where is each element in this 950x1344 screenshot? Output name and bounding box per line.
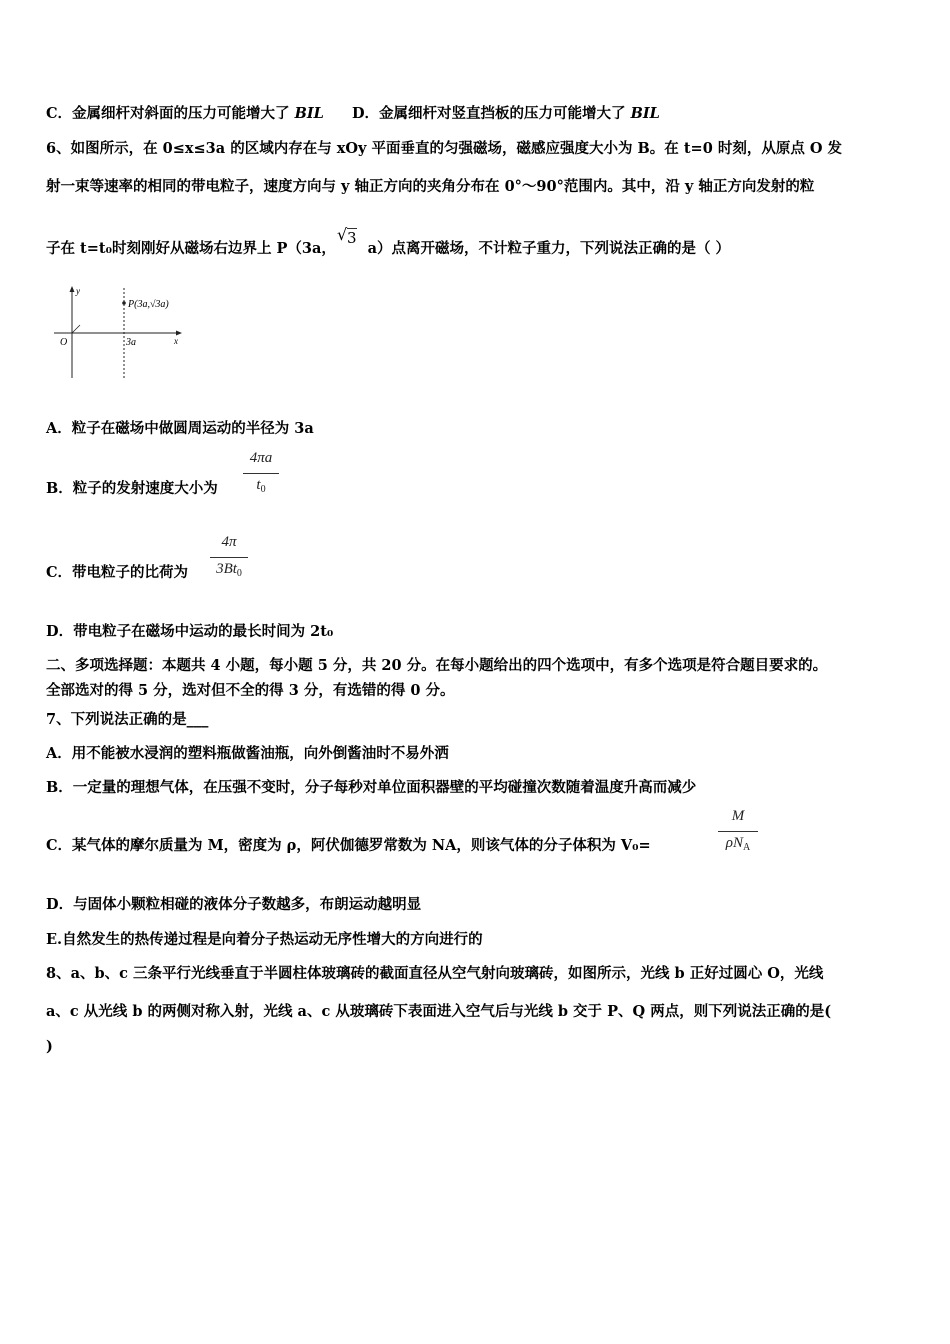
q6-stem-line1: 6、如图所示，在 0≤x≤3a 的区域内存在与 xOy 平面垂直的匀强磁场，磁感应强度大小为 B。在 t=0 时刻，从原点 O 发 xyxy=(46,140,843,157)
q6-option-b: B．粒子的发射速度大小为 xyxy=(46,480,218,497)
y-axis-arrow-icon xyxy=(70,286,75,292)
sqrt-expression xyxy=(336,225,357,257)
q6-stem-line2: 射一束等速率的相同的带电粒子，速度方向与 y 轴正方向的夹角分布在 0°～90°范围内。其中，沿 y 轴正方向发射的粒 xyxy=(46,178,815,195)
q7-option-e: E.自然发生的热传递过程是向着分子热运动无序性增大的方向进行的 xyxy=(46,931,483,948)
sqrt-radicand: 3 xyxy=(346,229,357,247)
origin-label: O xyxy=(60,337,68,348)
q6-stem-line3-b: a）点离开磁场，不计粒子重力，下列说法正确的是（ ） xyxy=(367,240,731,257)
q6-option-a: A．粒子在磁场中做圆周运动的半径为 3a xyxy=(46,420,314,437)
x-axis-label: x xyxy=(174,336,178,346)
point-p-marker xyxy=(122,301,126,305)
q5-option-d-var: BIL xyxy=(630,105,660,122)
fraction-denominator: $\rho N_A$ xyxy=(725,835,751,853)
q7-stem: 7、下列说法正确的是___ xyxy=(46,711,209,728)
point-p-label: P(3a,√3a) xyxy=(128,299,169,310)
q6-option-d: D．带电粒子在磁场中运动的最长时间为 2t₀ xyxy=(46,623,334,640)
velocity-arrow xyxy=(72,325,80,333)
q6-option-c: C．带电粒子的比荷为 xyxy=(46,564,189,581)
q6-stem-line3 xyxy=(46,225,731,258)
q8-stem-line2: a、c 从光线 b 的两侧对称入射，光线 a、c 从玻璃砖下表面进入空气后与光线 b 交于 P、Q 两点，则下列说法正确的是( xyxy=(46,1003,832,1020)
y-axis-label: y xyxy=(76,286,80,296)
q6-option-b-fraction xyxy=(243,450,279,502)
fraction-denominator: $3Bt_0$ xyxy=(216,561,242,579)
fraction-denominator: $t_0$ xyxy=(256,477,266,495)
q5-option-d: D．金属细杆对竖直挡板的压力可能增大了 xyxy=(351,105,626,122)
fraction-numerator: M xyxy=(731,808,745,824)
x-axis-arrow-icon xyxy=(176,331,182,336)
section2-heading-line2: 全部选对的得 5 分，选对但不全的得 3 分，有选错的得 0 分。 xyxy=(46,682,455,699)
q7-option-b: B．一定量的理想气体，在压强不变时，分子每秒对单位面积器壁的平均碰撞次数随着温度升高而减少 xyxy=(46,779,697,796)
q5-option-c-var: BIL xyxy=(294,105,324,122)
q5-options-cd xyxy=(46,102,660,123)
q8-stem-line1: 8、a、b、c 三条平行光线垂直于半圆柱体玻璃砖的截面直径从空气射向玻璃砖，如图所示，光线 b 正好过圆心 O，光线 xyxy=(46,965,824,982)
q7-option-d: D．与固体小颗粒相碰的液体分子数越多，布朗运动越明显 xyxy=(46,896,422,913)
q7-option-c-fraction xyxy=(718,808,758,860)
section2-heading-line1: 二、多项选择题：本题共 4 小题，每小题 5 分，共 20 分。在每小题给出的四个选项中，有多个选项是符合题目要求的。 xyxy=(46,657,828,674)
q6-figure xyxy=(50,283,190,383)
q6-option-c-fraction xyxy=(210,534,248,586)
sqrt-sign-icon: √ xyxy=(336,225,348,244)
boundary-label: 3a xyxy=(126,337,136,348)
fraction-numerator: 4π xyxy=(221,534,237,550)
q6-stem-line3-a: 子在 t=t₀时刻刚好从磁场右边界上 P（3a， xyxy=(46,240,336,257)
fraction-numerator: 4πa xyxy=(249,450,273,466)
q5-option-c: C．金属细杆对斜面的压力可能增大了 xyxy=(46,105,290,122)
q7-option-c: C．某气体的摩尔质量为 M，密度为 ρ，阿伏伽德罗常数为 NA，则该气体的分子体积为 V₀= xyxy=(46,837,651,854)
q8-stem-line3: ) xyxy=(46,1038,53,1055)
q7-option-a: A．用不能被水浸润的塑料瓶做酱油瓶，向外倒酱油时不易外洒 xyxy=(46,745,449,762)
